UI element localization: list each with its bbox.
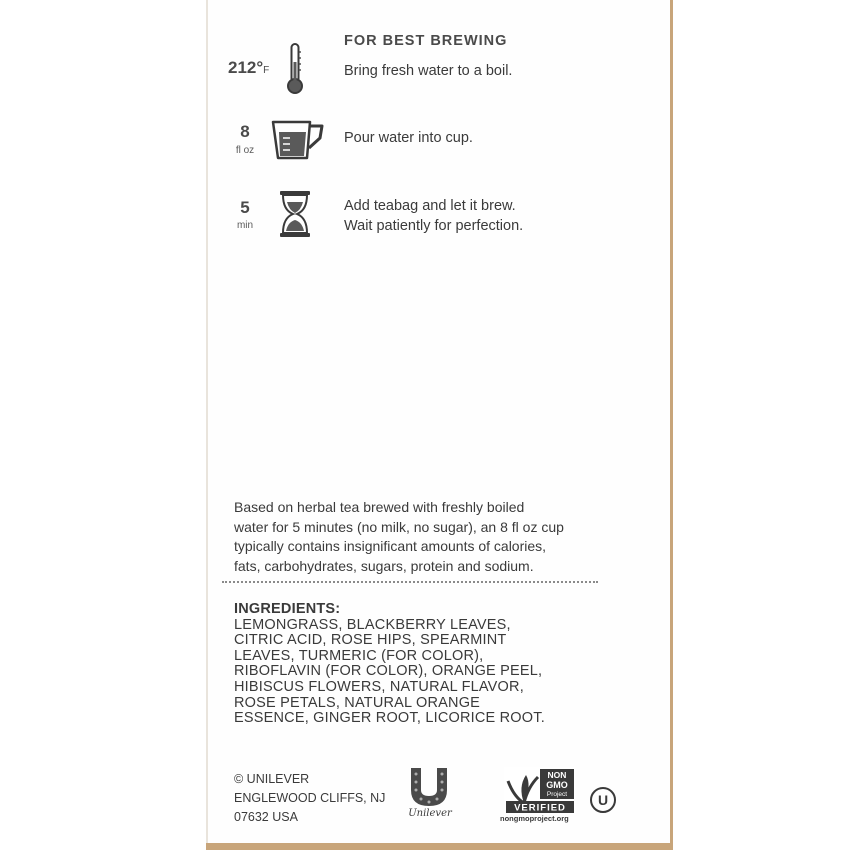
- address-line: ENGLEWOOD CLIFFS, NJ: [234, 791, 386, 805]
- address-line: © UNILEVER: [234, 772, 310, 786]
- address-line: 07632 USA: [234, 810, 298, 824]
- panel-bottom-edge: [206, 843, 673, 850]
- nutrition-line: fats, carbohydrates, sugars, protein and sodium.: [234, 557, 534, 574]
- step-steep-line-1: Add teabag and let it brew.: [344, 198, 516, 214]
- dotted-divider: [222, 581, 598, 583]
- step-pour-line: Pour water into cup.: [344, 130, 473, 146]
- temperature-value: [228, 58, 269, 78]
- step-steep-text: [344, 196, 523, 236]
- ingredients-heading: INGREDIENTS:: [234, 601, 341, 617]
- step-pour-text: [344, 128, 473, 148]
- thermometer-icon: [285, 42, 305, 96]
- unilever-wordmark: Unilever: [408, 808, 452, 819]
- volume-unit: fl oz: [235, 145, 255, 156]
- ingredients-line: CITRIC ACID, ROSE HIPS, SPEARMINT: [234, 632, 507, 649]
- ngmo-line-1: NON: [547, 770, 567, 780]
- time-unit: min: [236, 220, 254, 231]
- panel-left-edge: [206, 0, 208, 850]
- step-steep-line-2: Wait patiently for perfection.: [344, 218, 524, 234]
- ingredients-line: ESSENCE, GINGER ROOT, LICORICE ROOT.: [234, 710, 545, 727]
- temperature-number: 212°: [228, 58, 264, 77]
- ingredients-line: ROSE PETALS, NATURAL ORANGE: [234, 694, 481, 711]
- ngmo-url: nongmoproject.org: [500, 814, 569, 823]
- nutrition-line: typically contains insignificant amounts of calories,: [234, 538, 547, 554]
- step-boil-text: [344, 61, 512, 81]
- ingredients-line: LEMONGRASS, BLACKBERRY LEAVES,: [234, 616, 511, 633]
- ngmo-line-3: Project: [546, 791, 568, 798]
- nutrition-line: water for 5 minutes (no milk, no sugar), an 8 fl oz cup: [234, 518, 564, 535]
- measuring-cup-icon: [270, 118, 326, 160]
- ingredients-block: [234, 602, 614, 727]
- ngmo-line-2: GMO: [546, 780, 568, 790]
- kosher-symbol-icon: U: [590, 787, 616, 813]
- time-value: 5: [240, 198, 250, 217]
- nutrition-line: Based on herbal tea brewed with freshly boiled: [234, 499, 525, 515]
- non-gmo-project-verified-icon: [504, 767, 576, 815]
- ingredients-line: RIBOFLAVIN (FOR COLOR), ORANGE PEEL,: [234, 663, 543, 680]
- brewing-title: FOR BEST BREWING: [344, 33, 508, 49]
- nutrition-statement: [234, 498, 614, 576]
- step-boil-line: Bring fresh water to a boil.: [344, 63, 513, 79]
- panel-right-edge: [670, 0, 673, 850]
- ingredients-line: HIBISCUS FLOWERS, NATURAL FLAVOR,: [234, 678, 524, 695]
- ngmo-verified: VERIFIED: [514, 802, 566, 814]
- hourglass-icon: [278, 190, 312, 238]
- unilever-logo-icon: [407, 766, 451, 808]
- temperature-unit: F: [263, 65, 270, 76]
- manufacturer-address: [234, 770, 385, 827]
- ingredients-line: LEAVES, TURMERIC (FOR COLOR),: [234, 647, 484, 664]
- volume-value: 8: [240, 122, 250, 141]
